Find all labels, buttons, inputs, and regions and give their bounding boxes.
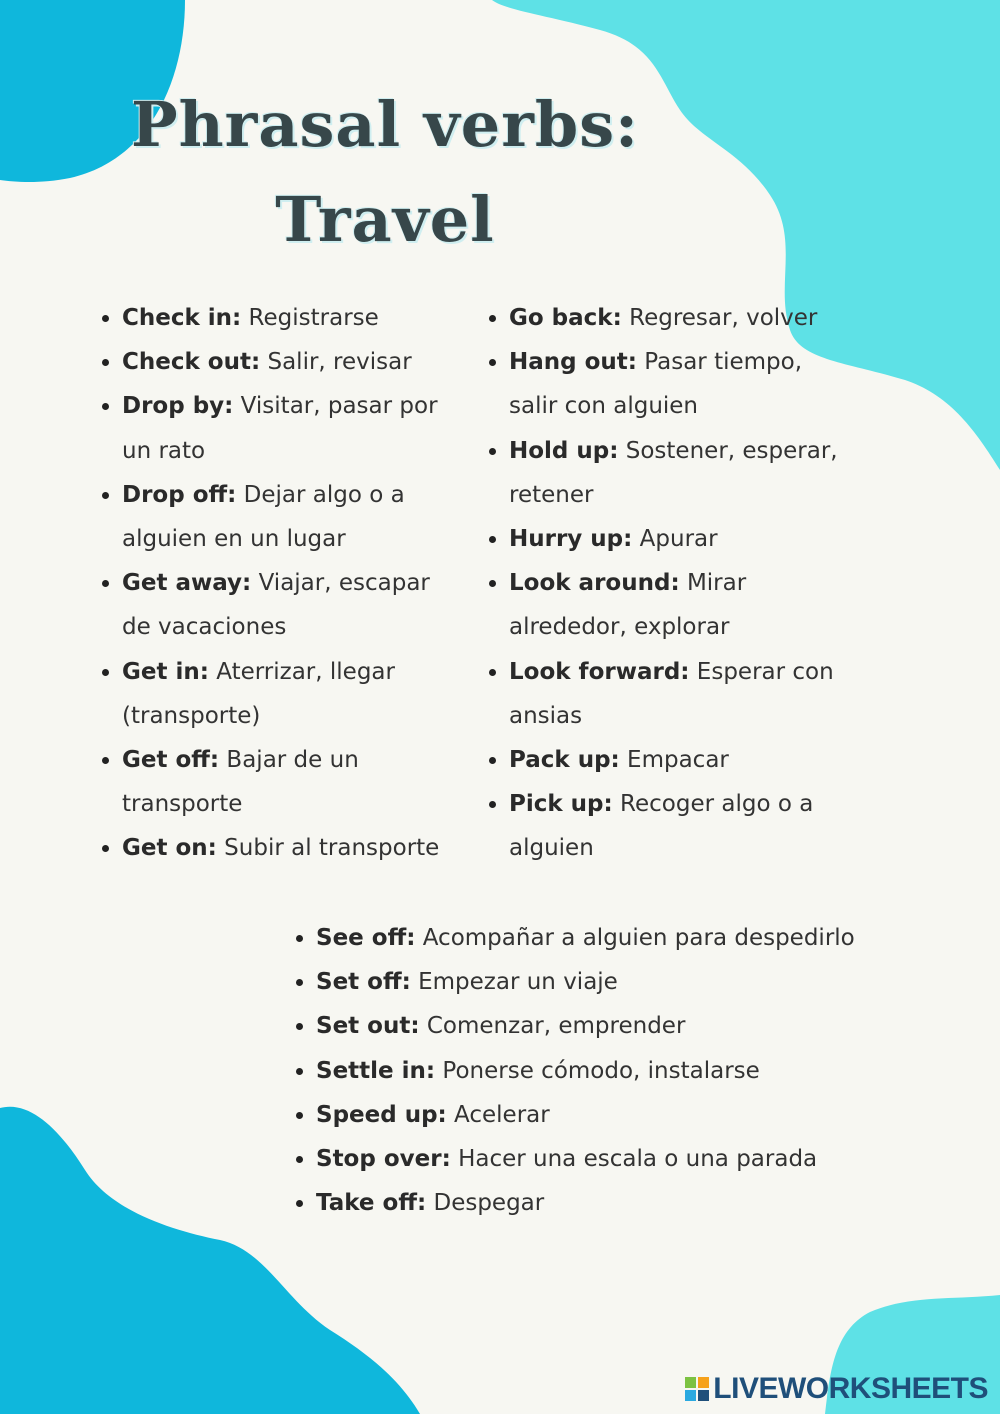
phrasal-verb-meaning: Hacer una escala o una parada [450,1146,818,1173]
page-title-line1: Phrasal verbs: [130,88,640,161]
phrasal-verb-term: Get away: [122,570,252,597]
phrasal-verb-item [316,1093,956,1137]
phrasal-verb-term: Look around: [509,570,680,597]
left-phrasal-verb-list [96,296,452,871]
phrasal-verb-item [122,473,452,561]
phrasal-verb-meaning: Registrarse [241,305,379,331]
phrasal-verb-item [122,561,452,649]
phrasal-verb-item [509,561,849,649]
phrasal-verb-meaning: Subir al transporte [216,835,440,862]
phrasal-verb-term: Drop by: [122,393,234,420]
phrasal-verb-item [122,826,452,870]
phrasal-verb-meaning: Recoger algo o a alguien [509,791,814,862]
phrasal-verb-item [509,517,849,561]
phrasal-verb-meaning: Visitar, pasar por un rato [122,393,438,464]
phrasal-verb-item [122,650,452,738]
phrasal-verb-meaning: Comenzar, emprender [419,1013,686,1040]
phrasal-verb-term: Set out: [316,1013,420,1040]
phrasal-verb-item [509,782,849,870]
phrasal-verb-item [316,1137,956,1181]
phrasal-verb-item [316,1004,956,1048]
phrasal-verb-term: Check out: [122,349,261,376]
phrasal-verb-meaning: Acompañar a alguien para despedirlo [415,925,855,951]
phrasal-verb-term: Hang out: [509,349,637,376]
phrasal-verb-item [316,1181,956,1225]
phrasal-verb-item [122,738,452,826]
phrasal-verb-term: Look forward: [509,658,690,685]
phrasal-verb-meaning: Acelerar [446,1101,550,1128]
phrasal-verb-item [509,340,849,428]
phrasal-verb-item [509,738,849,782]
phrasal-verb-item [509,429,849,517]
liveworksheets-logo[interactable] [685,1372,988,1406]
phrasal-verb-term: Go back: [509,305,622,331]
phrasal-verb-meaning: Empacar [619,747,729,774]
phrasal-verb-item [316,960,956,1004]
phrasal-verb-term: Take off: [316,1190,427,1217]
phrasal-verb-item [509,296,849,340]
phrasal-verb-term: Settle in: [316,1057,436,1084]
phrasal-verb-item [509,650,849,738]
phrasal-verb-meaning: Viajar, escapar de vacaciones [122,570,430,641]
phrasal-verb-meaning: Regresar, volver [621,305,818,331]
phrasal-verb-meaning: Aterrizar, llegar (transporte) [122,658,395,729]
liveworksheets-logo-icon [685,1377,709,1401]
phrasal-verb-item [316,1049,956,1093]
phrasal-verb-term: Pick up: [509,791,613,818]
phrasal-verb-item [122,296,452,340]
phrasal-verb-meaning: Dejar algo o a alguien en un lugar [122,481,405,553]
phrasal-verb-term: Get off: [122,747,220,774]
right-phrasal-verb-list [483,296,849,871]
phrasal-verb-meaning: Mirar alrededor, explorar [509,570,747,641]
logo-text: LIVEWORKSHEETS [713,1372,988,1405]
phrasal-verb-term: Stop over: [316,1146,451,1173]
phrasal-verb-item [122,340,452,384]
phrasal-verb-item [122,384,452,472]
phrasal-verb-meaning: Esperar con ansias [509,658,834,729]
phrasal-verb-meaning: Salir, revisar [260,349,412,376]
bottom-phrasal-verb-list [290,916,956,1225]
phrasal-verb-meaning: Despegar [426,1190,545,1217]
phrasal-verb-meaning: Pasar tiempo, salir con alguien [509,349,803,420]
phrasal-verb-term: Get in: [122,658,209,685]
phrasal-verb-item [316,916,956,960]
phrasal-verb-term: Set off: [316,969,411,996]
phrasal-verb-term: Hurry up: [509,526,633,553]
page-title-line2: Travel [275,183,495,256]
phrasal-verb-meaning: Apurar [632,526,718,553]
phrasal-verb-term: Get on: [122,835,217,862]
phrasal-verb-term: Check in: [122,305,242,331]
phrasal-verb-term: Speed up: [316,1101,447,1128]
phrasal-verb-meaning: Empezar un viaje [410,969,618,996]
phrasal-verb-meaning: Ponerse cómodo, instalarse [435,1057,760,1084]
phrasal-verb-term: Pack up: [509,747,620,774]
phrasal-verb-meaning: Sostener, esperar, retener [509,437,838,508]
phrasal-verb-term: See off: [316,925,416,951]
phrasal-verb-term: Drop off: [122,481,237,508]
phrasal-verb-meaning: Bajar de un transporte [122,747,359,818]
phrasal-verb-term: Hold up: [509,437,619,464]
